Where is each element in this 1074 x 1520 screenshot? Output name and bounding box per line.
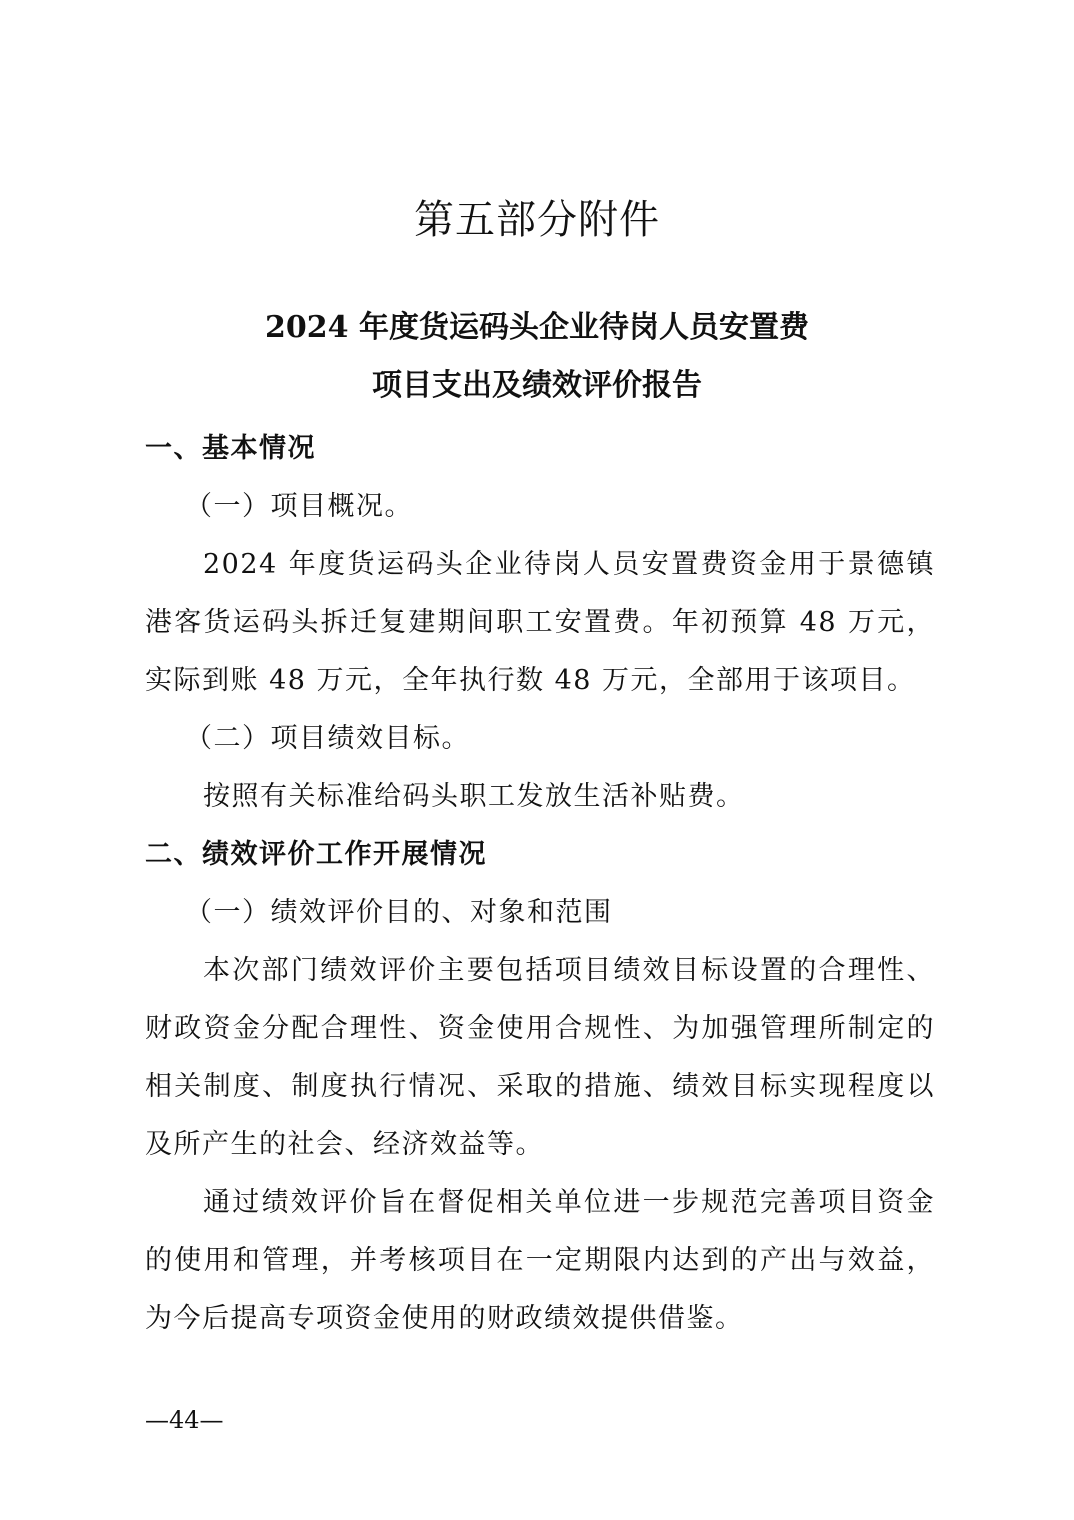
paragraph-performance-goal: 按照有关标准给码头职工发放生活补贴费。 [203,781,745,812]
report-title-line2: 项目支出及绩效评价报告 [372,368,702,403]
paragraph-project-overview: 2024 年度货运码头企业待岗人员安置费资金用于景德镇港客货运码头拆迁复建期间职工安置费。年初预算 48 万元，实际到账 48 万元，全年执行数 48 万元，全部用于该项目。 [145,549,935,696]
report-title-line1: 2024 年度货运码头企业待岗人员安置费 [265,310,809,345]
part-title: 第五部分附件 [414,197,660,243]
subheading-evaluation-scope: （一）绩效评价目的、对象和范围 [185,897,613,928]
section-heading-evaluation: 二、绩效评价工作开展情况 [145,839,487,870]
subheading-project-overview: （一）项目概况。 [185,491,413,522]
page-number: —44— [145,1406,224,1434]
document-body [145,420,935,1348]
paragraph-evaluation-scope: 本次部门绩效评价主要包括项目绩效目标设置的合理性、财政资金分配合理性、资金使用合规性、为加强管理所制定的相关制度、制度执行情况、采取的措施、绩效目标实现程度以及所产生的社会、经济效益等。 [145,955,935,1160]
subheading-performance-goal: （二）项目绩效目标。 [185,723,470,754]
paragraph-evaluation-purpose: 通过绩效评价旨在督促相关单位进一步规范完善项目资金的使用和管理，并考核项目在一定期限内达到的产出与效益，为今后提高专项资金使用的财政绩效提供借鉴。 [145,1187,935,1334]
section-heading-basic: 一、基本情况 [145,433,316,464]
